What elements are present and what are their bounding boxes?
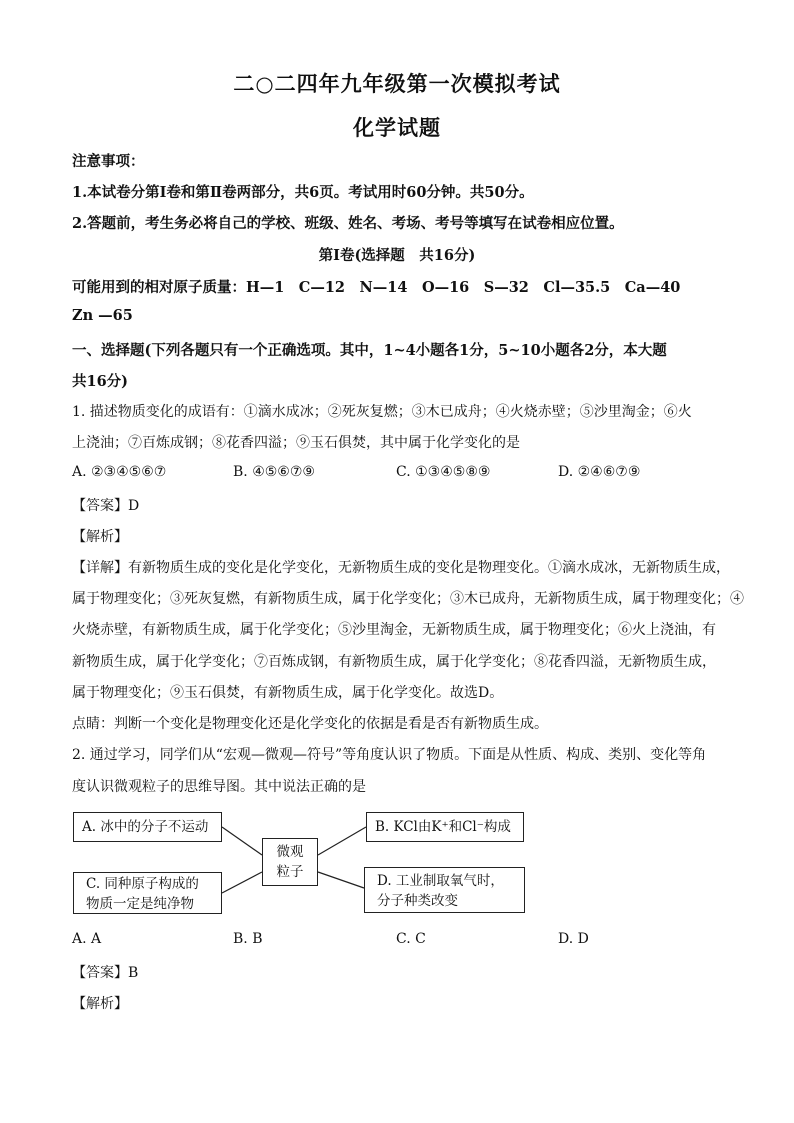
diagram-center-text-2: 粒子 [276, 864, 304, 880]
q2-answer: 【答案】B [72, 965, 139, 981]
diagram-box-d-text-2: 分子种类改变 [377, 893, 458, 909]
exam-title: 二○二四年九年级第一次模拟考试 [233, 71, 561, 96]
q1-detail-line-3: 火烧赤壁，有新物质生成，属于化学变化；⑤沙里淘金，无新物质生成，属于物理变化；⑥火上浇油，有 [72, 622, 716, 638]
q1-tip: 点睛：判断一个变化是物理变化还是化学变化的依据是看是否有新物质生成。 [72, 716, 548, 732]
diagram-box-d [364, 867, 525, 913]
q2-option-b: B. B [233, 931, 263, 947]
diagram-box-b [366, 812, 524, 842]
notes-item-1: 1.本试卷分第Ⅰ卷和第Ⅱ卷两部分，共6页。考试用时60分钟。共50分。 [72, 184, 534, 201]
atomic-mass-line-cont: Zn —65 [72, 307, 133, 324]
q2-stem-line-1: 2. 通过学习，同学们从“宏观—微观—符号”等角度认识了物质。下面是从性质、构成、类别、变化等角 [72, 747, 707, 763]
diagram-box-b-text: B. KCl由K⁺和Cl⁻构成 [375, 819, 511, 835]
diagram-center-box [262, 838, 318, 886]
q1-option-d: D. ②④⑥⑦⑨ [558, 464, 641, 480]
notes-heading: 注意事项： [72, 153, 145, 170]
q1-option-b: B. ④⑤⑥⑦⑨ [233, 464, 315, 480]
diagram-box-a [73, 812, 222, 842]
diagram-box-a-text: A. 冰中的分子不运动 [82, 819, 209, 835]
diagram-center-text-1: 微观 [276, 844, 304, 860]
diagram-box-c [73, 872, 222, 914]
q1-analysis-heading: 【解析】 [72, 529, 128, 545]
q1-detail-line-4: 新物质生成，属于化学变化；⑦百炼成钢，有新物质生成，属于化学变化；⑧花香四溢，无新物质生成， [72, 654, 716, 670]
section-heading: 第Ⅰ卷(选择题 共16分) [318, 247, 476, 264]
q1-stem-line-2: 上浇油；⑦百炼成钢；⑧花香四溢；⑨玉石俱焚，其中属于化学变化的是 [72, 435, 520, 451]
q1-detail-line-2: 属于物理变化；③死灰复燃，有新物质生成，属于化学变化；③木已成舟，无新物质生成，属于物理变化；④ [72, 591, 744, 607]
notes-item-2: 2.答题前，考生务必将自己的学校、班级、姓名、考场、考号等填写在试卷相应位置。 [72, 215, 624, 232]
q2-option-d: D. D [558, 931, 589, 947]
diagram-box-c-text-1: C. 同种原子构成的 [86, 876, 199, 892]
q2-analysis-heading: 【解析】 [72, 996, 128, 1012]
atomic-mass-line: 可能用到的相对原子质量：H—1 C—12 N—14 O—16 S—32 Cl—35.5 Ca—40 [72, 279, 681, 296]
exam-subtitle: 化学试题 [353, 115, 441, 140]
q1-stem-line-1: 1. 描述物质变化的成语有：①滴水成冰；②死灰复燃；③木已成舟；④火烧赤壁；⑤沙里淘金；⑥火 [72, 404, 692, 420]
q1-detail-line-5: 属于物理变化；⑨玉石俱焚，有新物质生成，属于化学变化。故选D。 [72, 685, 504, 701]
q2-option-c: C. C [396, 931, 426, 947]
diagram-box-c-text-2: 物质一定是纯净物 [86, 896, 194, 912]
diagram-box-d-text-1: D. 工业制取氧气时， [377, 873, 504, 889]
part-heading-line-1: 一、选择题(下列各题只有一个正确选项。其中，1~4小题各1分，5~10小题各2分，本大题 [72, 342, 667, 359]
part-heading-line-2: 共16分) [72, 373, 129, 390]
q2-stem-line-2: 度认识微观粒子的思维导图。其中说法正确的是 [72, 779, 366, 795]
q2-option-a: A. A [72, 931, 102, 947]
q1-option-c: C. ①③④⑤⑧⑨ [396, 464, 491, 480]
q1-option-a: A. ②③④⑤⑥⑦ [72, 464, 167, 480]
q1-answer: 【答案】D [72, 498, 140, 514]
q1-detail-line-1: 【详解】有新物质生成的变化是化学变化，无新物质生成的变化是物理变化。①滴水成冰，无新物质生成， [72, 560, 730, 576]
